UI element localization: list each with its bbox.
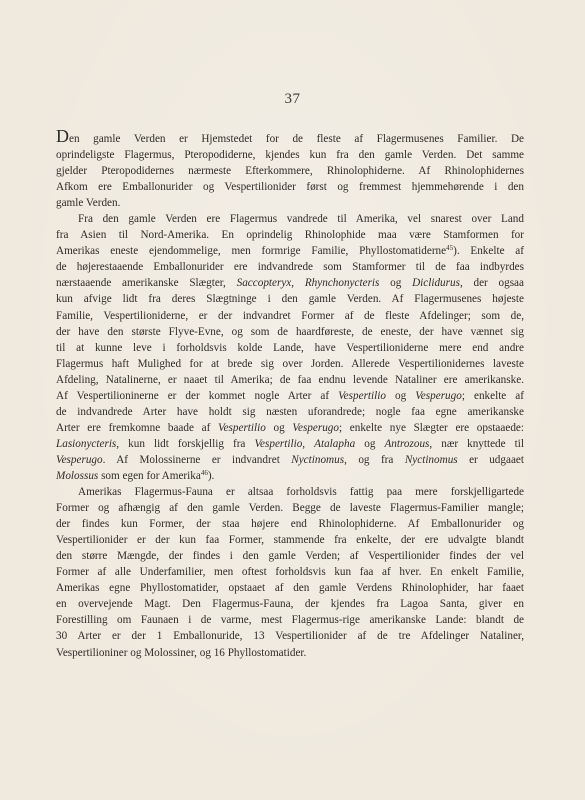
text-run: ). Enkelte af (453, 245, 524, 258)
italic-term: Diclidurus (412, 277, 460, 290)
body-text (56, 126, 525, 661)
text-run: fra Asien til Nord-Amerika. En oprindelig Rhinolophide maa være Stamformen for (56, 229, 524, 242)
text-run: Amerikas Flagermus-Fauna er altsaa forholdsvis fattig paa mere forskjelligartede (78, 486, 524, 499)
text-run: , (302, 437, 315, 450)
text-line (56, 484, 524, 500)
text-line (56, 548, 524, 564)
text-run: til at kunne leve i forholdsvis kolde Lande, have Vespertilioniderne mere end andre (56, 341, 524, 354)
italic-term: Nyctinomus (404, 453, 458, 466)
text-run: Afdeling, Natalinerne, er naaet til Amerika; de faa endnu levende Nataliner ere amerikanske. (56, 373, 524, 386)
text-run: Former og afhængig af den gamle Verden. Begge de laveste Flagermus-Familier mangle; (56, 502, 524, 515)
text-run: Arter ere fremkomne baade af (56, 421, 218, 434)
text-line (56, 126, 524, 147)
text-run: gjelder Pteropodidernes nærmeste Efterkommere, Rhinolophiderne. Af Rhinolophidernes (56, 165, 524, 178)
text-line (56, 580, 524, 596)
text-line (56, 436, 524, 452)
text-run: , der ogsaa (459, 277, 524, 290)
text-run: og (265, 421, 293, 434)
text-line (56, 645, 524, 661)
text-line (56, 195, 524, 211)
text-run: Former af alle Underfamilier, men oftest forholdsvis kun faa af hver. En enkelt Familie, (56, 566, 524, 579)
italic-term: Vesperugo (415, 389, 462, 402)
italic-term: Vesperugo (56, 453, 103, 466)
text-run: ). (207, 469, 215, 482)
text-run: og (355, 437, 385, 450)
text-run: Fra den gamle Verden ere Flagermus vandrede til Amerika, vel snarest over Land (78, 213, 524, 226)
text-line (56, 404, 524, 420)
italic-term: Lasionycteris (56, 437, 117, 450)
text-run: og (385, 389, 416, 402)
text-run: Af Vespertilioninerne er der kommet nogle Arter af (56, 389, 339, 402)
text-run: en gamle Verden er Hjemstedet for de fleste af Flagermusenes Familier. De (69, 133, 524, 145)
text-line (56, 308, 524, 324)
text-line (56, 388, 524, 404)
italic-term: Antrozous (384, 437, 430, 450)
text-line (56, 275, 524, 291)
text-line (56, 452, 524, 468)
text-line (56, 211, 524, 227)
text-line (56, 628, 524, 644)
text-run: , nær knyttede til (429, 437, 524, 450)
text-run: Vespertilioniner og Molossiner, og 16 Phyllostomatider. (56, 646, 307, 659)
text-line (56, 420, 524, 436)
italic-term: Molossus (56, 469, 99, 482)
text-line (56, 147, 524, 163)
text-run: , kun lidt forskjellig fra (116, 437, 255, 450)
text-run: . Af Molossinerne er indvandret (102, 453, 292, 466)
text-line (56, 179, 524, 195)
footnote-ref: 46 (200, 468, 208, 477)
text-line (56, 259, 524, 275)
text-run: Familie, Vespertilioniderne, er der indvandret Former af de fleste Afdelinger; som de, (56, 309, 524, 322)
italic-term: Rhynchonycteris (304, 277, 380, 290)
text-run: er udgaaet (457, 453, 525, 466)
text-run: ; enkelte nye Slægter ere opstaaede: (339, 421, 524, 434)
text-line (56, 163, 524, 179)
text-line (56, 324, 524, 340)
italic-term: Vesperugo (292, 421, 339, 434)
text-line (56, 227, 524, 243)
text-line (56, 612, 524, 628)
text-line (56, 596, 524, 612)
text-line (56, 243, 524, 259)
text-line (56, 372, 524, 388)
text-line (56, 468, 524, 484)
italic-term: Vespertilio (254, 437, 303, 450)
text-line (56, 500, 524, 516)
footnote-ref: 45 (446, 244, 454, 253)
text-line (56, 532, 524, 548)
italic-term: Nyctinomus (291, 453, 345, 466)
text-line (56, 291, 524, 307)
text-run: Vespertilionider er der kun faa Former, stammende fra enkelte, der ere udvalgte blandt (56, 534, 524, 547)
text-run: oprindeligste Flagermus, Pteropodiderne, kjendes kun fra den gamle Verden. Det samme (56, 149, 524, 162)
italic-term: Saccopteryx (236, 277, 292, 290)
text-run: 30 Arter er der 1 Emballonuride, 13 Vespertilionider af de tre Afdelinger Nataliner, (56, 630, 524, 643)
text-run: ; enkelte af (461, 389, 525, 402)
text-run: nærstaaende amerikanske Slægter, (56, 277, 237, 290)
text-run: en overvejende Magt. Den Flagermus-Fauna, der kjendes fra Lagoa Santa, giver en (56, 598, 524, 611)
text-run: og (379, 277, 413, 290)
text-line (56, 516, 524, 532)
text-run: Flagermus haft Mulighed for at brede sig over Jorden. Allerede Vespertilionidernes laveste (56, 357, 524, 370)
text-run: de indvandrede Arter have holdt sig næsten uforandrede; nogle faa egne amerikanske (56, 405, 524, 418)
text-run: Amerikas eneste ejendommelige, men formrige Familie, Phyllostomatiderne (56, 245, 447, 258)
text-run: Afkom ere Emballonurider og Vespertilionider først og fremmest hjemmehørende i den (56, 181, 524, 194)
text-line (56, 356, 524, 372)
text-run: der findes kun Former, der staa højere end Rhinolophiderne. Af Emballonurider og (56, 518, 524, 531)
text-run: , (291, 277, 305, 290)
text-run: der have den største Flyve-Evne, og som de haardføreste, de eneste, der have vænnet sig (56, 325, 524, 338)
text-line (56, 340, 524, 356)
text-run: Forestilling om Faunaen i de varme, mest Flagermus-rige amerikanske Lande: blandt de (56, 614, 524, 627)
text-run: de højerestaaende Emballonurider ere indvandrede som Stamformer til de faa indbyrdes (56, 261, 524, 274)
text-run: som egen for Amerika (98, 469, 201, 482)
italic-term: Vespertilio (338, 389, 386, 402)
italic-term: Atalapha (314, 437, 356, 450)
text-run: Amerikas egne Phyllostomatider, opstaaet af den gamle Verdens Rhinolophider, har faaet (56, 582, 524, 595)
text-run: kun afvige lidt fra deres Slægtninge i den gamle Verden. Af Flagermusenes højeste (56, 293, 524, 306)
page-number: 37 (284, 91, 301, 107)
text-run: gamle Verden. (56, 197, 121, 210)
italic-term: Vespertilio (217, 421, 266, 434)
drop-cap: D (56, 126, 69, 146)
text-line (56, 564, 524, 580)
text-run: den større Mængde, der findes i den gamle Verden; af Vespertilionider findes der vel (56, 550, 524, 563)
text-run: , og fra (344, 453, 405, 466)
